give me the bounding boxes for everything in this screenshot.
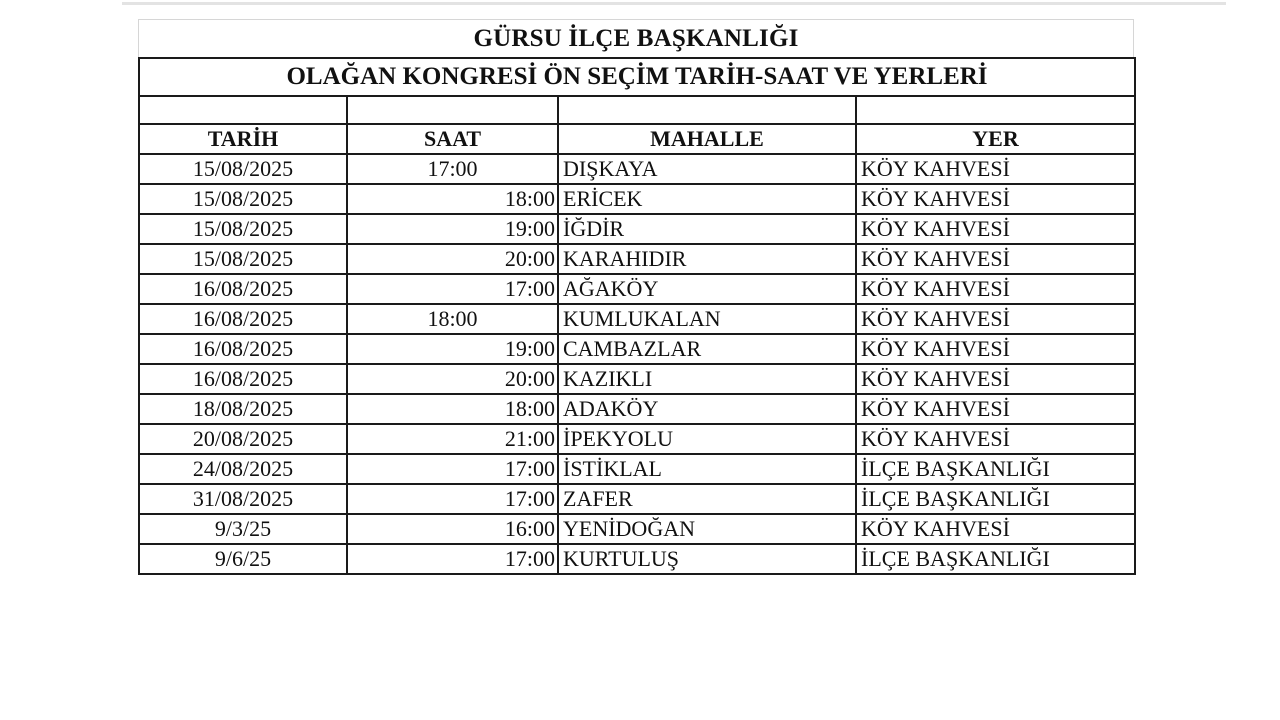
- time-cell: 17:00: [347, 544, 558, 574]
- schedule-table: [138, 57, 1136, 575]
- place-cell: KÖY KAHVESİ: [856, 424, 1135, 454]
- time-cell: 17:00: [347, 274, 558, 304]
- date-cell: 16/08/2025: [139, 304, 347, 334]
- table-row: [139, 214, 1135, 244]
- table-body: [139, 154, 1135, 574]
- neighborhood-cell: CAMBAZLAR: [558, 334, 856, 364]
- table-row: [139, 544, 1135, 574]
- neighborhood-cell: AĞAKÖY: [558, 274, 856, 304]
- time-cell: 20:00: [347, 364, 558, 394]
- place-cell: KÖY KAHVESİ: [856, 154, 1135, 184]
- neighborhood-cell: KUMLUKALAN: [558, 304, 856, 334]
- time-cell: 19:00: [347, 214, 558, 244]
- table-row: [139, 244, 1135, 274]
- document-subtitle: OLAĞAN KONGRESİ ÖN SEÇİM TARİH-SAAT VE YERLERİ: [139, 58, 1135, 96]
- date-cell: 15/08/2025: [139, 214, 347, 244]
- neighborhood-cell: KARAHIDIR: [558, 244, 856, 274]
- time-cell: 19:00: [347, 334, 558, 364]
- top-divider: [122, 2, 1226, 5]
- date-cell: 15/08/2025: [139, 184, 347, 214]
- time-cell: 21:00: [347, 424, 558, 454]
- time-cell: 17:00: [347, 484, 558, 514]
- column-header-date: TARİH: [139, 124, 347, 154]
- table-row: [139, 514, 1135, 544]
- place-cell: KÖY KAHVESİ: [856, 244, 1135, 274]
- blank-row: [139, 96, 1135, 124]
- time-cell: 17:00: [347, 154, 558, 184]
- table-row: [139, 184, 1135, 214]
- place-cell: İLÇE BAŞKANLIĞI: [856, 544, 1135, 574]
- neighborhood-cell: ERİCEK: [558, 184, 856, 214]
- date-cell: 15/08/2025: [139, 154, 347, 184]
- place-cell: KÖY KAHVESİ: [856, 184, 1135, 214]
- neighborhood-cell: İĞDİR: [558, 214, 856, 244]
- table-row: [139, 274, 1135, 304]
- time-cell: 16:00: [347, 514, 558, 544]
- column-header-neighborhood: MAHALLE: [558, 124, 856, 154]
- place-cell: KÖY KAHVESİ: [856, 394, 1135, 424]
- neighborhood-cell: KAZIKLI: [558, 364, 856, 394]
- date-cell: 20/08/2025: [139, 424, 347, 454]
- blank-cell: [347, 96, 558, 124]
- schedule-document: [138, 19, 1134, 575]
- table-row: [139, 334, 1135, 364]
- header-row: [139, 124, 1135, 154]
- time-cell: 18:00: [347, 394, 558, 424]
- neighborhood-cell: İSTİKLAL: [558, 454, 856, 484]
- place-cell: KÖY KAHVESİ: [856, 304, 1135, 334]
- time-cell: 17:00: [347, 454, 558, 484]
- table-row: [139, 394, 1135, 424]
- date-cell: 24/08/2025: [139, 454, 347, 484]
- place-cell: İLÇE BAŞKANLIĞI: [856, 484, 1135, 514]
- column-header-place: YER: [856, 124, 1135, 154]
- blank-cell: [856, 96, 1135, 124]
- date-cell: 18/08/2025: [139, 394, 347, 424]
- place-cell: KÖY KAHVESİ: [856, 514, 1135, 544]
- date-cell: 31/08/2025: [139, 484, 347, 514]
- neighborhood-cell: DIŞKAYA: [558, 154, 856, 184]
- date-cell: 16/08/2025: [139, 274, 347, 304]
- table-row: [139, 454, 1135, 484]
- document-title: GÜRSU İLÇE BAŞKANLIĞI: [138, 19, 1134, 57]
- place-cell: KÖY KAHVESİ: [856, 274, 1135, 304]
- place-cell: KÖY KAHVESİ: [856, 334, 1135, 364]
- table-row: [139, 304, 1135, 334]
- blank-cell: [139, 96, 347, 124]
- time-cell: 18:00: [347, 184, 558, 214]
- date-cell: 15/08/2025: [139, 244, 347, 274]
- neighborhood-cell: ADAKÖY: [558, 394, 856, 424]
- time-cell: 18:00: [347, 304, 558, 334]
- subtitle-row: [139, 58, 1135, 96]
- table-row: [139, 424, 1135, 454]
- place-cell: KÖY KAHVESİ: [856, 364, 1135, 394]
- neighborhood-cell: ZAFER: [558, 484, 856, 514]
- table-row: [139, 154, 1135, 184]
- date-cell: 16/08/2025: [139, 364, 347, 394]
- blank-cell: [558, 96, 856, 124]
- place-cell: KÖY KAHVESİ: [856, 214, 1135, 244]
- neighborhood-cell: İPEKYOLU: [558, 424, 856, 454]
- table-row: [139, 364, 1135, 394]
- place-cell: İLÇE BAŞKANLIĞI: [856, 454, 1135, 484]
- neighborhood-cell: YENİDOĞAN: [558, 514, 856, 544]
- time-cell: 20:00: [347, 244, 558, 274]
- column-header-time: SAAT: [347, 124, 558, 154]
- table-row: [139, 484, 1135, 514]
- date-cell: 9/3/25: [139, 514, 347, 544]
- date-cell: 9/6/25: [139, 544, 347, 574]
- date-cell: 16/08/2025: [139, 334, 347, 364]
- neighborhood-cell: KURTULUŞ: [558, 544, 856, 574]
